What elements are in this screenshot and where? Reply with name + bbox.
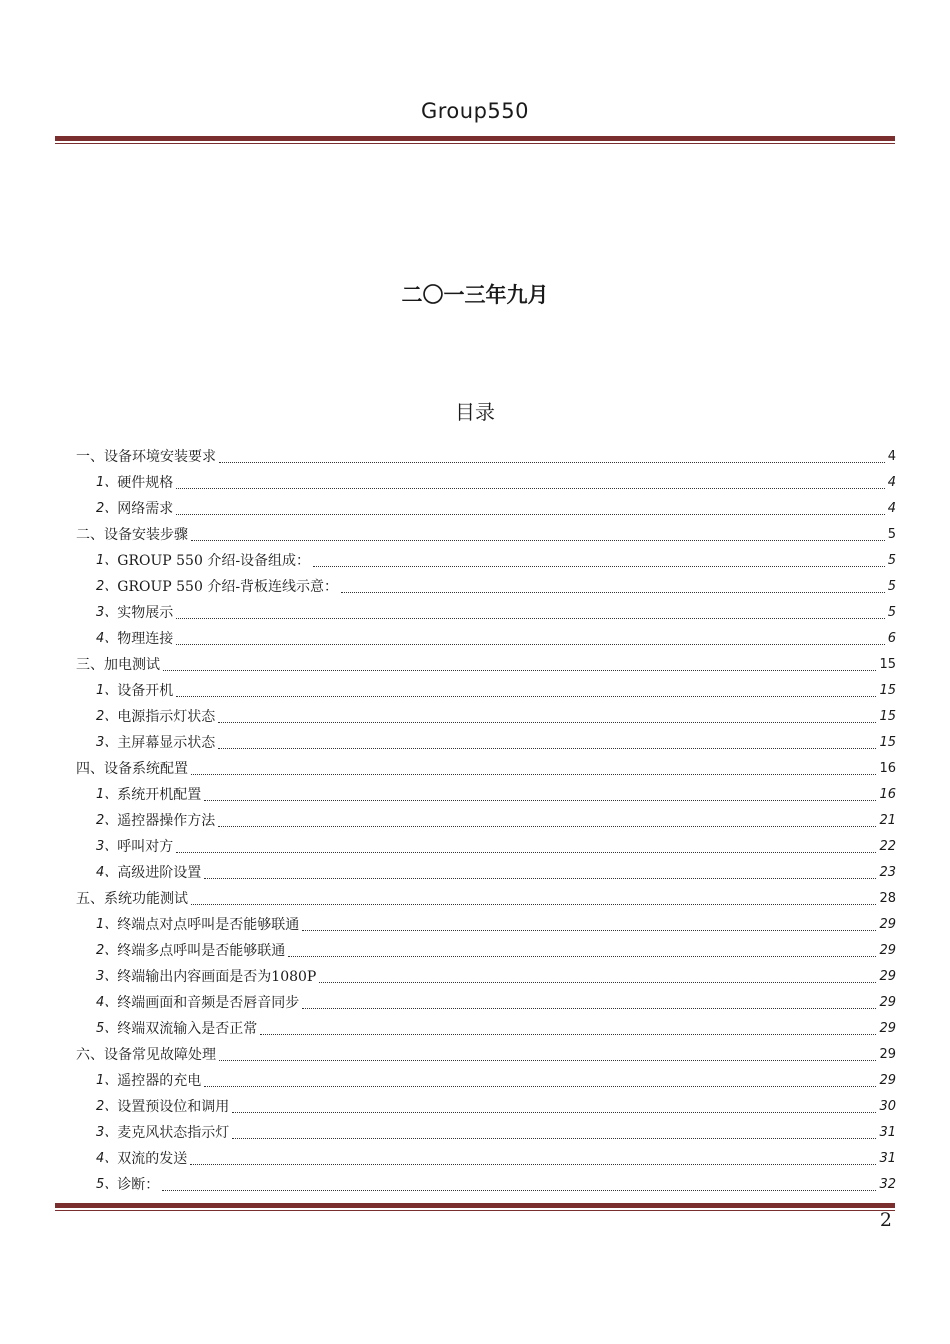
- toc-entry[interactable]: [76, 1065, 896, 1091]
- toc-leader-dots: [176, 643, 884, 645]
- toc-entry-number: 2、: [96, 579, 118, 594]
- toc-entry[interactable]: [76, 935, 896, 961]
- toc-entry-page: 15: [879, 735, 896, 750]
- toc-entry-label: 物理连接: [117, 631, 174, 647]
- toc-entry-number: 三、: [76, 657, 104, 673]
- toc-entry-page: 29: [879, 1073, 896, 1088]
- header-rule-thick: [55, 136, 895, 141]
- toc-entry-label: 电源指示灯状态: [117, 709, 216, 725]
- toc-entry-label: GROUP 550 介绍-背板连线示意：: [117, 579, 339, 595]
- toc-entry-page: 15: [879, 657, 896, 672]
- toc-entry-label: 高级进阶设置: [117, 865, 202, 881]
- toc-entry[interactable]: [76, 1143, 896, 1169]
- toc-leader-dots: [341, 591, 885, 593]
- footer-rule-thin: [55, 1210, 895, 1211]
- toc-leader-dots: [176, 617, 884, 619]
- toc-entry-page: 23: [879, 865, 896, 880]
- toc-entry[interactable]: [76, 649, 896, 675]
- toc-entry-page: 29: [879, 917, 896, 932]
- toc-entry[interactable]: [76, 519, 896, 545]
- toc-entry[interactable]: [76, 727, 896, 753]
- toc-entry-number: 2、: [96, 943, 118, 958]
- document-header-title: Group550: [420, 99, 529, 123]
- toc-entry-page: 22: [879, 839, 896, 854]
- toc-leader-dots: [218, 825, 876, 827]
- toc-entry-number: 1、: [96, 683, 118, 698]
- footer-rule-thick: [55, 1203, 895, 1208]
- toc-leader-dots: [190, 1163, 876, 1165]
- toc-entry-page: 21: [879, 813, 896, 828]
- toc-entry-number: 1、: [96, 553, 118, 568]
- toc-entry[interactable]: [76, 805, 896, 831]
- toc-entry[interactable]: [76, 701, 896, 727]
- toc-entry-label: 终端双流输入是否正常: [117, 1021, 258, 1037]
- toc-entry-page: 29: [879, 1021, 896, 1036]
- toc-leader-dots: [162, 1189, 876, 1191]
- toc-entry-page: 5: [887, 579, 896, 594]
- toc-entry-number: 5、: [96, 1021, 118, 1036]
- toc-entry-page: 15: [879, 709, 896, 724]
- toc-leader-dots: [260, 1033, 876, 1035]
- toc-leader-dots: [218, 747, 876, 749]
- toc-entry-number: 2、: [96, 709, 118, 724]
- toc-heading: 目录: [455, 400, 495, 424]
- toc-entry-number: 二、: [76, 527, 104, 543]
- toc-entry-number: 4、: [96, 631, 118, 646]
- toc-entry-label: 遥控器的充电: [117, 1073, 202, 1089]
- toc-entry-label: 诊断：: [117, 1177, 160, 1193]
- toc-entry[interactable]: [76, 857, 896, 883]
- toc-entry[interactable]: [76, 779, 896, 805]
- toc-entry-number: 1、: [96, 1073, 118, 1088]
- toc-entry[interactable]: [76, 1039, 896, 1065]
- toc-leader-dots: [302, 1007, 876, 1009]
- toc-entry-number: 一、: [76, 449, 104, 465]
- toc-leader-dots: [176, 487, 884, 489]
- toc-entry-page: 30: [879, 1099, 896, 1114]
- table-of-contents: [76, 441, 896, 1195]
- toc-leader-dots: [163, 669, 876, 671]
- toc-entry[interactable]: [76, 1117, 896, 1143]
- toc-entry-page: 5: [887, 553, 896, 568]
- toc-leader-dots: [176, 695, 876, 697]
- toc-entry-label: 麦克风状态指示灯: [117, 1125, 230, 1141]
- toc-entry-number: 2、: [96, 501, 118, 516]
- toc-entry[interactable]: [76, 493, 896, 519]
- toc-entry[interactable]: [76, 909, 896, 935]
- toc-entry-label: 终端点对点呼叫是否能够联通: [117, 917, 300, 933]
- toc-entry-page: 5: [887, 605, 896, 620]
- toc-entry-number: 1、: [96, 475, 118, 490]
- toc-entry[interactable]: [76, 961, 896, 987]
- toc-leader-dots: [319, 981, 876, 983]
- toc-entry-number: 3、: [96, 1125, 118, 1140]
- toc-entry-number: 3、: [96, 605, 118, 620]
- toc-entry-label: 实物展示: [117, 605, 174, 621]
- toc-entry-label: 加电测试: [104, 657, 160, 673]
- toc-entry[interactable]: [76, 1169, 896, 1195]
- toc-entry-page: 16: [879, 761, 896, 776]
- toc-leader-dots: [219, 1059, 876, 1061]
- toc-entry[interactable]: [76, 831, 896, 857]
- toc-entry-number: 5、: [96, 1177, 118, 1192]
- toc-entry-label: GROUP 550 介绍-设备组成：: [117, 553, 311, 569]
- toc-leader-dots: [204, 877, 876, 879]
- toc-entry-label: 设备开机: [117, 683, 174, 699]
- toc-entry-label: 硬件规格: [117, 475, 174, 491]
- footer-page-number: 2: [879, 1209, 892, 1231]
- toc-entry-label: 终端多点呼叫是否能够联通: [117, 943, 286, 959]
- toc-entry[interactable]: [76, 1091, 896, 1117]
- toc-leader-dots: [176, 851, 876, 853]
- toc-entry[interactable]: [76, 545, 896, 571]
- toc-leader-dots: [204, 799, 876, 801]
- toc-entry[interactable]: [76, 467, 896, 493]
- toc-entry-label: 终端输出内容画面是否为1080P: [117, 969, 317, 985]
- toc-entry[interactable]: [76, 1013, 896, 1039]
- toc-entry-label: 遥控器操作方法: [117, 813, 216, 829]
- toc-leader-dots: [191, 903, 876, 905]
- toc-entry-number: 2、: [96, 1099, 118, 1114]
- toc-entry-page: 31: [879, 1125, 896, 1140]
- toc-entry-page: 28: [879, 891, 896, 906]
- toc-entry-page: 29: [879, 969, 896, 984]
- header-rule-thin: [55, 143, 895, 144]
- toc-entry-label: 网络需求: [117, 501, 174, 517]
- toc-entry[interactable]: [76, 753, 896, 779]
- toc-entry-label: 设备常见故障处理: [104, 1047, 216, 1063]
- toc-entry-label: 设备环境安装要求: [104, 449, 216, 465]
- toc-leader-dots: [313, 565, 885, 567]
- toc-entry-label: 系统功能测试: [104, 891, 188, 907]
- toc-entry-label: 系统开机配置: [117, 787, 202, 803]
- toc-entry-number: 2、: [96, 813, 118, 828]
- toc-entry[interactable]: [76, 597, 896, 623]
- toc-entry-page: 29: [879, 1047, 896, 1062]
- toc-entry-number: 4、: [96, 865, 118, 880]
- toc-entry-page: 29: [879, 943, 896, 958]
- toc-leader-dots: [176, 513, 884, 515]
- toc-entry-page: 5: [887, 527, 896, 542]
- toc-entry-label: 设置预设位和调用: [117, 1099, 230, 1115]
- toc-entry-number: 1、: [96, 787, 118, 802]
- toc-leader-dots: [218, 721, 876, 723]
- toc-entry-label: 设备安装步骤: [104, 527, 188, 543]
- toc-entry[interactable]: [76, 441, 896, 467]
- toc-entry-number: 4、: [96, 1151, 118, 1166]
- toc-leader-dots: [204, 1085, 876, 1087]
- toc-entry[interactable]: [76, 883, 896, 909]
- toc-entry[interactable]: [76, 571, 896, 597]
- toc-entry-number: 五、: [76, 891, 104, 907]
- toc-leader-dots: [219, 461, 885, 463]
- toc-leader-dots: [232, 1111, 876, 1113]
- toc-entry-page: 6: [887, 631, 896, 646]
- toc-entry-page: 16: [879, 787, 896, 802]
- toc-entry[interactable]: [76, 675, 896, 701]
- toc-leader-dots: [288, 955, 876, 957]
- toc-entry-page: 15: [879, 683, 896, 698]
- toc-leader-dots: [232, 1137, 876, 1139]
- toc-entry-number: 3、: [96, 735, 118, 750]
- toc-entry-label: 双流的发送: [117, 1151, 188, 1167]
- toc-leader-dots: [302, 929, 876, 931]
- toc-entry-page: 4: [887, 501, 896, 516]
- document-date: 二〇一三年九月: [401, 283, 549, 307]
- toc-entry-number: 六、: [76, 1047, 104, 1063]
- toc-entry-number: 3、: [96, 839, 118, 854]
- toc-entry-label: 主屏幕显示状态: [117, 735, 216, 751]
- toc-entry-label: 设备系统配置: [104, 761, 188, 777]
- toc-entry[interactable]: [76, 623, 896, 649]
- toc-entry-page: 4: [887, 449, 896, 464]
- toc-leader-dots: [191, 539, 885, 541]
- toc-entry-page: 29: [879, 995, 896, 1010]
- toc-entry-page: 32: [879, 1177, 896, 1192]
- toc-entry-number: 四、: [76, 761, 104, 777]
- toc-entry-label: 呼叫对方: [117, 839, 174, 855]
- toc-leader-dots: [191, 773, 876, 775]
- toc-entry[interactable]: [76, 987, 896, 1013]
- toc-entry-label: 终端画面和音频是否唇音同步: [117, 995, 300, 1011]
- toc-entry-page: 4: [887, 475, 896, 490]
- toc-entry-number: 1、: [96, 917, 118, 932]
- toc-entry-number: 4、: [96, 995, 118, 1010]
- toc-entry-page: 31: [879, 1151, 896, 1166]
- toc-entry-number: 3、: [96, 969, 118, 984]
